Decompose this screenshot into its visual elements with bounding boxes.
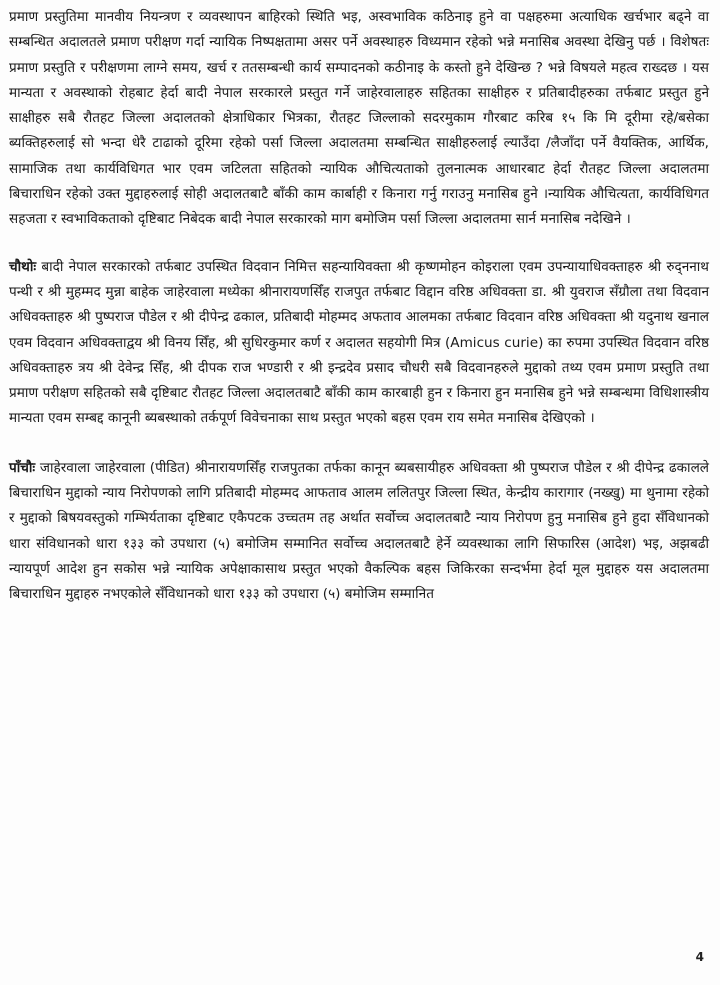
paragraph-fourth [9, 255, 709, 432]
document-body [9, 5, 709, 608]
page-number: 4 [695, 950, 704, 964]
paragraph-label: चौथोः [9, 258, 37, 275]
paragraph-text: प्रमाण प्रस्तुतिमा मानवीय नियन्त्रण र व्यवस्थापन बाहिरको स्थिति भइ, अस्वभाविक कठिनाइ हुने वा पक्षहरुमा अत्याधिक खर्चभार बढ्ने वा सम्बन्धित अदालतले प्रमाण परीक्षण गर्दा न्यायिक निष्पक्षतामा असर पर्ने अवस्थाहरु विध्यमान रहेको भन्ने मनासिब अवस्था देखिनु पर्छ । विशेषतः प्रमाण प्रस्तुति र परीक्षणमा लाग्ने समय, खर्च र ततसम्बन्धी कार्य सम्पादनको कठीनाइ के कस्तो हुने देखिन्छ ? भन्ने विषयले महत्व राख्दछ । यस मान्यता र अवस्थाको रोहबाट हेर्दा बादी नेपाल सरकारले प्रस्तुत गर्ने जाहेरवालाहरु सहितका साक्षीहरु र प्रतिबादीहरुका तर्फबाट प्रस्तुत हुने साक्षीहरु सबै रौतहट जिल्ला अदालतको क्षेत्राधिकार भित्रका, रौतहट जिल्लाको सदरमुकाम गौरबाट करिब १५ कि मि दूरीमा रहे/बसेका ब्यक्तिहरुलाई सो भन्दा धेरै टाढाको दूरिमा रहेको पर्सा जिल्ला अदालतमा सम्बन्धित साक्षीहरुलाई ल्याउँदा /लैजाँदा पर्ने वैयक्तिक, आर्थिक, सामाजिक तथा कार्यविधिगत भार एवम जटिलता सहितको न्यायिक औचित्यताको तुलनात्मक आधारबाट हेर्दा रौतहट जिल्ला अदालतमा बिचाराधिन रहेको उक्त मुद्दाहरुलाई सोही अदालतबाटै बाँकी काम कार्बाही र किनारा गर्नु गराउनु मनासिब हुने ।न्यायिक औचित्यता, कार्यविधिगत सहजता र स्वभाविकताको दृष्टिबाट निबेदक बादी नेपाल सरकारको माग बमोजिम पर्सा जिल्ला अदालतमा सार्न मनासिब नदेखिने । [9, 9, 709, 228]
paragraph-text: जाहेरवाला जाहेरवाला (पीडित) श्रीनारायणसिँह राजपुतका तर्फका कानून ब्यबसायीहरु अधिवक्ता श्री पुष्पराज पौडेल र श्री दीपेन्द्र ढकालले बिचाराधिन मुद्दाको न्याय निरोपणको लागि प्रतिबादी मोहम्मद आफताव आलम ललितपुर जिल्ला स्थित, केन्द्रीय कारागार (नख्खु) मा थुनामा रहेको र मुद्दाको बिषयवस्तुको गम्भिर्यताका दृष्टिबाट एकैपटक उच्चतम तह अर्थात सर्वोच्च अदालतबाटै न्याय निरोपण हुनु मनासिब हुने हुदा सँविधानको धारा संविधानको धारा १३३ को उपधारा (५) बमोजिम सम्मानित सर्वोच्च अदालतबाटै हेर्ने व्यवस्थाका लागि सिफारिस (आदेश) भइ, अझबढी न्यायपूर्ण आदेश हुन सकोस भन्ने न्यायिक अपेक्षाकासाथ प्रस्तुत भएको वैकल्पिक बहस जिकिरका सन्दर्भमा हेर्दा मूल मुद्दाहरु यस अदालतमा बिचाराधिन मुद्दाहरु नभएकोले सँविधानको धारा १३३ को उपधारा (५) बमोजिम सम्मानित [9, 459, 709, 603]
paragraph-fifth [9, 456, 709, 608]
paragraph-text: बादी नेपाल सरकारको तर्फबाट उपस्थित विदवान निमित्त सहन्यायिवक्ता श्री कृष्णमोहन कोइराला एवम उपन्यायाधिवक्ताहरु श्री रुद्ननाथ पन्थी र श्री मुहम्मद मुन्ना बाहेक जाहेरवाला मध्येका श्रीनारायणसिँह राजपुत तर्फबाट विद्दान वरिष्ठ अधिवक्ता डा. श्री युवराज सँग्रौला तथा विदवान अधिवक्ताहरु श्री पुष्पराज पौडेल र श्री दीपेन्द्र ढकाल, प्रतिबादी मोहम्मद अफताव आलमका तर्फबाट विदवान वरिष्ठ अधिवक्ता श्री यदुनाथ खनाल एवम विदवान अधिवक्ताद्वय श्री विनय सिँह, श्री सुधिरकुमार कर्ण र अदालत सहयोगी मित्र (Amicus curie) का रुपमा उपस्थित विदवान वरिष्ठ अधिवक्ताहरु त्रय श्री देवेन्द्र सिँह, श्री दीपक राज भण्डारी र श्री इन्द्रदेव प्रसाद चौधरी सबै विदवानहरुले मुद्दाको तथ्य एवम प्रमाण प्रस्तुति तथा प्रमाण परीक्षण सहितको सबै दृष्टिबाट रौतहट जिल्ला अदालतबाटै बाँकी काम कारबाही हुन र किनारा हुन मनासिब हुने भन्ने सम्बन्धमा विधिशास्त्रीय मान्यता एवम सम्बद्द कानूनी ब्यबस्थाको तर्कपूर्ण विवेचनाका साथ प्रस्तुत भएको बहस एवम राय समेत मनासिब देखिएको । [9, 258, 709, 427]
paragraph-label: पाँचौः [9, 459, 36, 476]
paragraph-3-continued [9, 5, 709, 233]
